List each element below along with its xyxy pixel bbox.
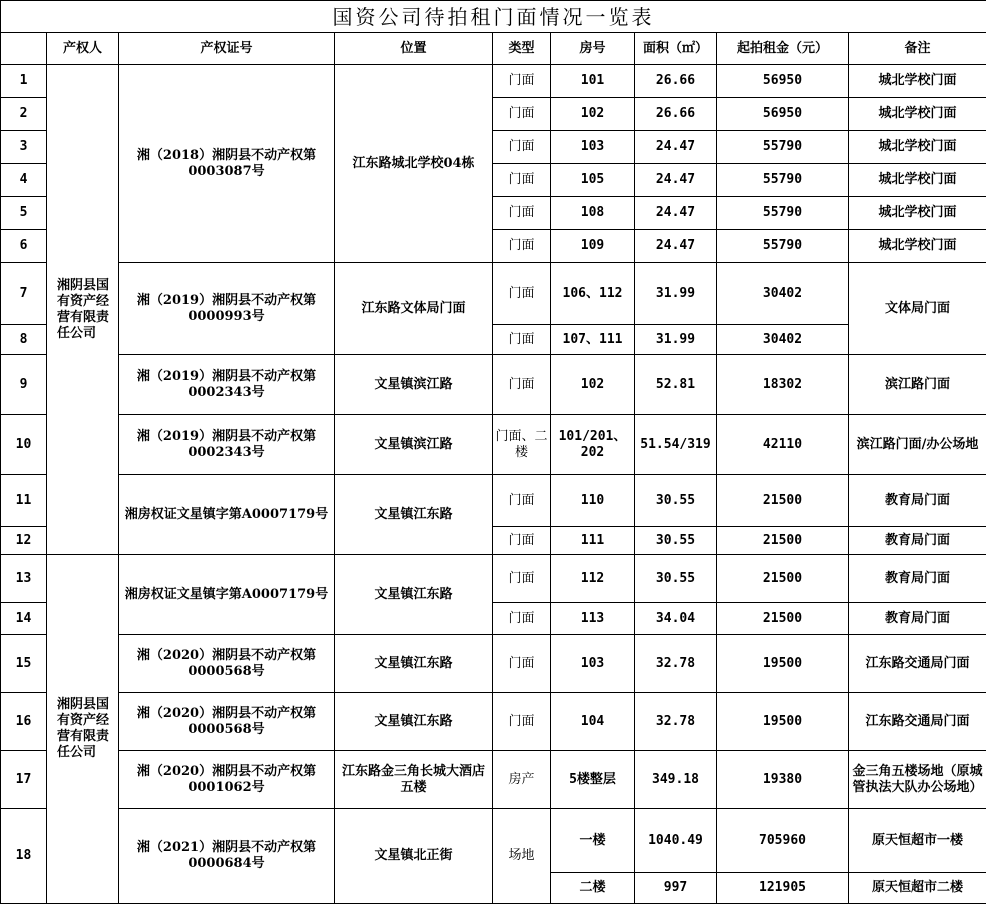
header-note: 备注	[849, 33, 986, 65]
location-cell: 江东路城北学校04栋	[335, 65, 493, 263]
row-number: 8	[1, 325, 47, 355]
rent-cell: 19500	[717, 693, 849, 751]
header-cert: 产权证号	[119, 33, 335, 65]
header-type: 类型	[493, 33, 551, 65]
type-cell: 门面	[493, 635, 551, 693]
type-cell: 门面、二楼	[493, 415, 551, 475]
header-row	[1, 33, 986, 65]
note-cell: 滨江路门面	[849, 355, 986, 415]
table-row	[1, 355, 986, 415]
type-cell: 门面	[493, 131, 551, 164]
owner-cell: 湘阴县国有资产经营有限责任公司	[47, 555, 119, 904]
row-number: 17	[1, 751, 47, 809]
note-cell: 城北学校门面	[849, 131, 986, 164]
type-cell: 房产	[493, 751, 551, 809]
row-number: 2	[1, 98, 47, 131]
area-cell: 51.54/319	[635, 415, 717, 475]
type-cell: 门面	[493, 475, 551, 527]
cert-cell: 湘（2020）湘阴县不动产权第0001062号	[119, 751, 335, 809]
note-cell: 教育局门面	[849, 603, 986, 635]
table-row	[1, 65, 986, 98]
location-cell: 文星镇江东路	[335, 555, 493, 635]
row-number: 9	[1, 355, 47, 415]
type-cell: 门面	[493, 197, 551, 230]
header-owner: 产权人	[47, 33, 119, 65]
rent-cell: 21500	[717, 603, 849, 635]
type-cell: 门面	[493, 325, 551, 355]
area-cell: 24.47	[635, 197, 717, 230]
cert-cell: 湘（2020）湘阴县不动产权第0000568号	[119, 693, 335, 751]
room-cell: 一楼	[551, 809, 635, 873]
room-cell: 102	[551, 355, 635, 415]
area-cell: 26.66	[635, 65, 717, 98]
rent-cell: 55790	[717, 197, 849, 230]
type-cell: 门面	[493, 603, 551, 635]
type-cell: 门面	[493, 263, 551, 325]
note-cell: 文体局门面	[849, 263, 986, 355]
rent-cell: 42110	[717, 415, 849, 475]
type-cell: 门面	[493, 527, 551, 555]
row-number: 10	[1, 415, 47, 475]
area-cell: 32.78	[635, 693, 717, 751]
room-cell: 104	[551, 693, 635, 751]
cert-cell: 湘（2021）湘阴县不动产权第0000684号	[119, 809, 335, 904]
type-cell: 门面	[493, 98, 551, 131]
area-cell: 31.99	[635, 325, 717, 355]
room-cell: 111	[551, 527, 635, 555]
note-cell: 滨江路门面/办公场地	[849, 415, 986, 475]
type-cell: 门面	[493, 355, 551, 415]
table-row	[1, 809, 986, 873]
area-cell: 24.47	[635, 230, 717, 263]
rent-cell: 56950	[717, 65, 849, 98]
note-cell: 金三角五楼场地（原城管执法大队办公场地）	[849, 751, 986, 809]
area-cell: 349.18	[635, 751, 717, 809]
room-cell: 109	[551, 230, 635, 263]
note-cell: 原天恒超市一楼	[849, 809, 986, 873]
row-number: 16	[1, 693, 47, 751]
row-number: 14	[1, 603, 47, 635]
rent-cell: 705960	[717, 809, 849, 873]
rent-cell: 21500	[717, 555, 849, 603]
room-cell: 103	[551, 635, 635, 693]
note-cell: 原天恒超市二楼	[849, 873, 986, 904]
cert-cell: 湘（2019）湘阴县不动产权第0002343号	[119, 355, 335, 415]
table-row	[1, 635, 986, 693]
table-row	[1, 693, 986, 751]
note-cell: 江东路交通局门面	[849, 635, 986, 693]
location-cell: 文星镇滨江路	[335, 355, 493, 415]
room-cell: 112	[551, 555, 635, 603]
row-number: 6	[1, 230, 47, 263]
room-cell: 101/201、202	[551, 415, 635, 475]
area-cell: 30.55	[635, 527, 717, 555]
rent-cell: 55790	[717, 164, 849, 197]
note-cell: 城北学校门面	[849, 197, 986, 230]
note-cell: 教育局门面	[849, 555, 986, 603]
row-number: 12	[1, 527, 47, 555]
location-cell: 江东路文体局门面	[335, 263, 493, 355]
header-rent: 起拍租金（元）	[717, 33, 849, 65]
room-cell: 101	[551, 65, 635, 98]
table-row	[1, 415, 986, 475]
rent-cell: 18302	[717, 355, 849, 415]
row-number: 7	[1, 263, 47, 325]
room-cell: 110	[551, 475, 635, 527]
location-cell: 文星镇滨江路	[335, 415, 493, 475]
area-cell: 30.55	[635, 475, 717, 527]
type-cell: 门面	[493, 65, 551, 98]
row-number: 3	[1, 131, 47, 164]
room-cell: 5楼整层	[551, 751, 635, 809]
rent-cell: 56950	[717, 98, 849, 131]
room-cell: 106、112	[551, 263, 635, 325]
header-area: 面积（㎡）	[635, 33, 717, 65]
area-cell: 24.47	[635, 131, 717, 164]
header-index	[1, 33, 47, 65]
rent-cell: 21500	[717, 475, 849, 527]
type-cell: 门面	[493, 230, 551, 263]
note-cell: 教育局门面	[849, 475, 986, 527]
rent-cell: 55790	[717, 131, 849, 164]
row-number: 15	[1, 635, 47, 693]
area-cell: 52.81	[635, 355, 717, 415]
row-number: 4	[1, 164, 47, 197]
row-number: 1	[1, 65, 47, 98]
header-location: 位置	[335, 33, 493, 65]
row-number: 11	[1, 475, 47, 527]
header-room: 房号	[551, 33, 635, 65]
table-row	[1, 263, 986, 325]
room-cell: 113	[551, 603, 635, 635]
type-cell: 门面	[493, 693, 551, 751]
location-cell: 文星镇江东路	[335, 635, 493, 693]
area-cell: 997	[635, 873, 717, 904]
room-cell: 107、111	[551, 325, 635, 355]
note-cell: 城北学校门面	[849, 65, 986, 98]
row-number: 13	[1, 555, 47, 603]
note-cell: 教育局门面	[849, 527, 986, 555]
rent-cell: 121905	[717, 873, 849, 904]
area-cell: 32.78	[635, 635, 717, 693]
rent-cell: 30402	[717, 263, 849, 325]
rent-cell: 30402	[717, 325, 849, 355]
type-cell: 门面	[493, 164, 551, 197]
location-cell: 江东路金三角长城大酒店五楼	[335, 751, 493, 809]
rent-cell: 55790	[717, 230, 849, 263]
note-cell: 江东路交通局门面	[849, 693, 986, 751]
cert-cell: 湘（2019）湘阴县不动产权第0002343号	[119, 415, 335, 475]
note-cell: 城北学校门面	[849, 230, 986, 263]
area-cell: 34.04	[635, 603, 717, 635]
table-row	[1, 751, 986, 809]
rent-cell: 19380	[717, 751, 849, 809]
location-cell: 文星镇北正街	[335, 809, 493, 904]
location-cell: 文星镇江东路	[335, 475, 493, 555]
location-cell: 文星镇江东路	[335, 693, 493, 751]
row-number: 5	[1, 197, 47, 230]
room-cell: 102	[551, 98, 635, 131]
area-cell: 26.66	[635, 98, 717, 131]
type-cell: 门面	[493, 555, 551, 603]
type-cell: 场地	[493, 809, 551, 904]
rent-cell: 19500	[717, 635, 849, 693]
area-cell: 31.99	[635, 263, 717, 325]
cert-cell: 湘（2018）湘阴县不动产权第0003087号	[119, 65, 335, 263]
room-cell: 103	[551, 131, 635, 164]
room-cell: 108	[551, 197, 635, 230]
cert-cell: 湘（2019）湘阴县不动产权第0000993号	[119, 263, 335, 355]
cert-cell: 湘房权证文星镇字第A0007179号	[119, 555, 335, 635]
area-cell: 24.47	[635, 164, 717, 197]
cert-cell: 湘（2020）湘阴县不动产权第0000568号	[119, 635, 335, 693]
owner-cell: 湘阴县国有资产经营有限责任公司	[47, 65, 119, 555]
table-row	[1, 555, 986, 603]
rent-cell: 21500	[717, 527, 849, 555]
row-number: 18	[1, 809, 47, 904]
table-row	[1, 475, 986, 527]
room-cell: 二楼	[551, 873, 635, 904]
room-cell: 105	[551, 164, 635, 197]
area-cell: 1040.49	[635, 809, 717, 873]
area-cell: 30.55	[635, 555, 717, 603]
note-cell: 城北学校门面	[849, 164, 986, 197]
cert-cell: 湘房权证文星镇字第A0007179号	[119, 475, 335, 555]
table-title: 国资公司待拍租门面情况一览表	[1, 1, 986, 33]
note-cell: 城北学校门面	[849, 98, 986, 131]
